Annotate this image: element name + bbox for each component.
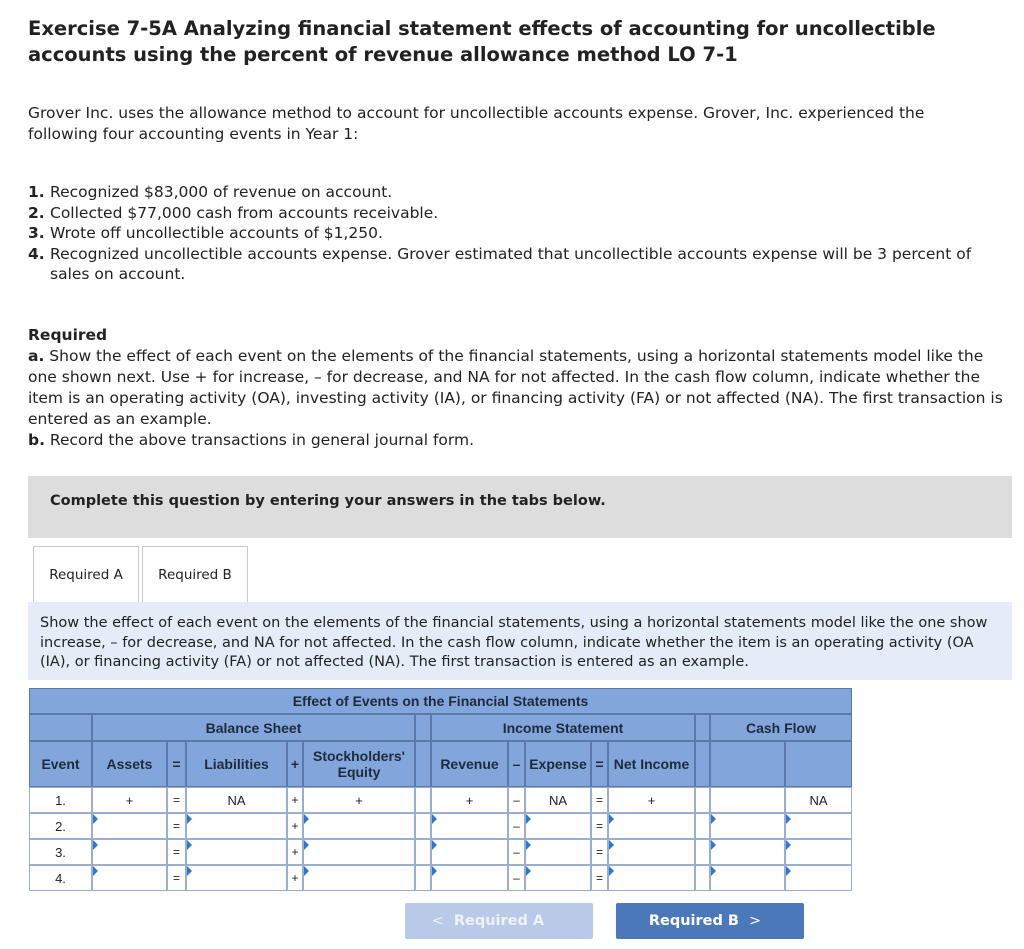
table-header-spacer	[29, 714, 92, 741]
col-header-net-income: Net Income	[608, 741, 695, 787]
input-net-income[interactable]	[608, 813, 695, 839]
cell-expense: NA	[525, 787, 591, 813]
spacer-cell	[415, 813, 431, 839]
col-header-op4: =	[591, 741, 608, 787]
col-header-equity: Stockholders' Equity	[303, 741, 415, 787]
input-cf-class[interactable]	[785, 865, 852, 891]
col-header-op3: –	[508, 741, 525, 787]
tab-instructions: Show the effect of each event on the elements of the financial statements, using a horizontal statements model like the one show increase, – for decrease, and NA for not affected. In the cash flow column, indicate whether the item is an operating activity (OA (IA), or financing activity (FA) or not affected (NA). The first transaction is entered as an example.	[28, 602, 1012, 680]
input-expense[interactable]	[525, 865, 591, 891]
cell-cf-class: NA	[785, 787, 852, 813]
operator-sign: +	[287, 787, 303, 813]
required-heading: Required	[28, 326, 108, 344]
input-assets[interactable]	[92, 865, 167, 891]
operator-sign: –	[508, 787, 525, 813]
cell-revenue: +	[431, 787, 508, 813]
dropdown-caret-icon	[187, 814, 192, 824]
spacer-cell	[415, 787, 431, 813]
instruction-banner: Complete this question by entering your answers in the tabs below.	[28, 476, 1012, 538]
input-net-income[interactable]	[608, 865, 695, 891]
input-cf-class[interactable]	[785, 839, 852, 865]
input-revenue[interactable]	[431, 865, 508, 891]
dropdown-caret-icon	[93, 866, 98, 876]
cell-assets: +	[92, 787, 167, 813]
col-header-op2: +	[287, 741, 303, 787]
operator-sign: =	[167, 787, 186, 813]
balance-sheet-header: Balance Sheet	[92, 714, 415, 741]
dropdown-caret-icon	[432, 814, 437, 824]
event-label: 3.	[29, 839, 92, 865]
input-assets[interactable]	[92, 813, 167, 839]
table-header-spacer	[695, 741, 710, 787]
prev-button[interactable]: < Required A	[405, 903, 593, 939]
spacer-cell	[695, 813, 710, 839]
effects-table	[29, 688, 852, 890]
spacer-cell	[695, 839, 710, 865]
table-header-spacer	[415, 741, 431, 787]
chevron-left-icon: <	[431, 913, 444, 929]
event-label: 1.	[29, 787, 92, 813]
input-revenue[interactable]	[431, 839, 508, 865]
dropdown-caret-icon	[786, 814, 791, 824]
col-header-assets: Assets	[92, 741, 167, 787]
dropdown-caret-icon	[711, 840, 716, 850]
cell-cf-amount	[710, 787, 785, 813]
event-label: 4.	[29, 865, 92, 891]
input-cf-amount[interactable]	[710, 865, 785, 891]
table-header-spacer	[785, 741, 852, 787]
input-cf-amount[interactable]	[710, 839, 785, 865]
dropdown-caret-icon	[609, 866, 614, 876]
dropdown-caret-icon	[526, 840, 531, 850]
input-expense[interactable]	[525, 839, 591, 865]
operator-sign: –	[508, 813, 525, 839]
income-statement-header: Income Statement	[431, 714, 695, 741]
input-expense[interactable]	[525, 813, 591, 839]
dropdown-caret-icon	[609, 840, 614, 850]
dropdown-caret-icon	[187, 840, 192, 850]
dropdown-caret-icon	[304, 814, 309, 824]
cell-equity: +	[303, 787, 415, 813]
operator-sign: =	[591, 839, 608, 865]
table-title: Effect of Events on the Financial Statements	[29, 688, 852, 714]
input-assets[interactable]	[92, 839, 167, 865]
spacer-cell	[415, 865, 431, 891]
table-header-spacer	[695, 714, 710, 741]
dropdown-caret-icon	[304, 866, 309, 876]
col-header-event: Event	[29, 741, 92, 787]
cell-liabilities: NA	[186, 787, 287, 813]
list-item: 1. Recognized $83,000 of revenue on account.	[28, 183, 393, 201]
col-header-op1: =	[167, 741, 186, 787]
event-label: 2.	[29, 813, 92, 839]
col-header-revenue: Revenue	[431, 741, 508, 787]
dropdown-caret-icon	[432, 840, 437, 850]
operator-sign: –	[508, 839, 525, 865]
operator-sign: =	[167, 865, 186, 891]
operator-sign: =	[167, 813, 186, 839]
dropdown-caret-icon	[93, 840, 98, 850]
dropdown-caret-icon	[526, 866, 531, 876]
list-item: 2. Collected $77,000 cash from accounts receivable.	[28, 203, 439, 222]
input-equity[interactable]	[303, 813, 415, 839]
next-button[interactable]: Required B >	[616, 903, 804, 939]
spacer-cell	[415, 839, 431, 865]
dropdown-caret-icon	[609, 814, 614, 824]
input-cf-amount[interactable]	[710, 813, 785, 839]
dropdown-caret-icon	[786, 866, 791, 876]
operator-sign: +	[287, 813, 303, 839]
dropdown-caret-icon	[526, 814, 531, 824]
operator-sign: +	[287, 865, 303, 891]
dropdown-caret-icon	[432, 866, 437, 876]
dropdown-caret-icon	[304, 840, 309, 850]
chevron-right-icon: >	[748, 913, 762, 929]
input-liabilities[interactable]	[186, 865, 287, 891]
list-item: 4. Recognized uncollectible accounts expense. Grover estimated that uncollectible accounts expense will be 3 percent of sales on account.	[28, 244, 972, 283]
operator-sign: =	[591, 787, 608, 813]
input-cf-class[interactable]	[785, 813, 852, 839]
operator-sign: =	[167, 839, 186, 865]
input-equity[interactable]	[303, 865, 415, 891]
table-header-spacer	[710, 741, 785, 787]
page-title: Exercise 7-5A Analyzing financial statement effects of accounting for uncollectible accounts using the percent of revenue allowance method LO 7-1	[28, 17, 936, 66]
table-header-spacer	[415, 714, 431, 741]
cash-flow-header: Cash Flow	[710, 714, 852, 741]
required-b: b. Record the above transactions in general journal form.	[28, 431, 475, 449]
input-liabilities[interactable]	[186, 813, 287, 839]
tab-required-a[interactable]: Required A	[33, 546, 139, 604]
col-header-liabilities: Liabilities	[186, 741, 287, 787]
input-equity[interactable]	[303, 839, 415, 865]
dropdown-caret-icon	[93, 814, 98, 824]
col-header-expense: Expense	[525, 741, 591, 787]
spacer-cell	[695, 865, 710, 891]
spacer-cell	[695, 787, 710, 813]
tab-required-b[interactable]: Required B	[142, 546, 248, 603]
input-revenue[interactable]	[431, 813, 508, 839]
input-net-income[interactable]	[608, 839, 695, 865]
operator-sign: –	[508, 865, 525, 891]
dropdown-caret-icon	[786, 840, 791, 850]
operator-sign: =	[591, 865, 608, 891]
intro-paragraph: Grover Inc. uses the allowance method to account for uncollectible accounts expense. Grover, Inc. experienced the following four accounting events in Year 1:	[28, 104, 925, 143]
operator-sign: +	[287, 839, 303, 865]
operator-sign: =	[591, 813, 608, 839]
required-section	[28, 325, 1003, 451]
required-a: a. Show the effect of each event on the elements of the financial statements, using a horizontal statements model like the one shown next. Use + for increase, – for decrease, and NA for not affected. In the cash flow column, indicate whether the item is an operating activity (OA), investing activity (IA), or financing activity (FA) or not affected (NA). The first transaction is entered as an example.	[28, 347, 1003, 428]
list-item: 3. Wrote off uncollectible accounts of $1,250.	[28, 224, 383, 242]
dropdown-caret-icon	[187, 866, 192, 876]
event-list	[28, 182, 1008, 285]
cell-net-income: +	[608, 787, 695, 813]
dropdown-caret-icon	[711, 814, 716, 824]
dropdown-caret-icon	[711, 866, 716, 876]
input-liabilities[interactable]	[186, 839, 287, 865]
